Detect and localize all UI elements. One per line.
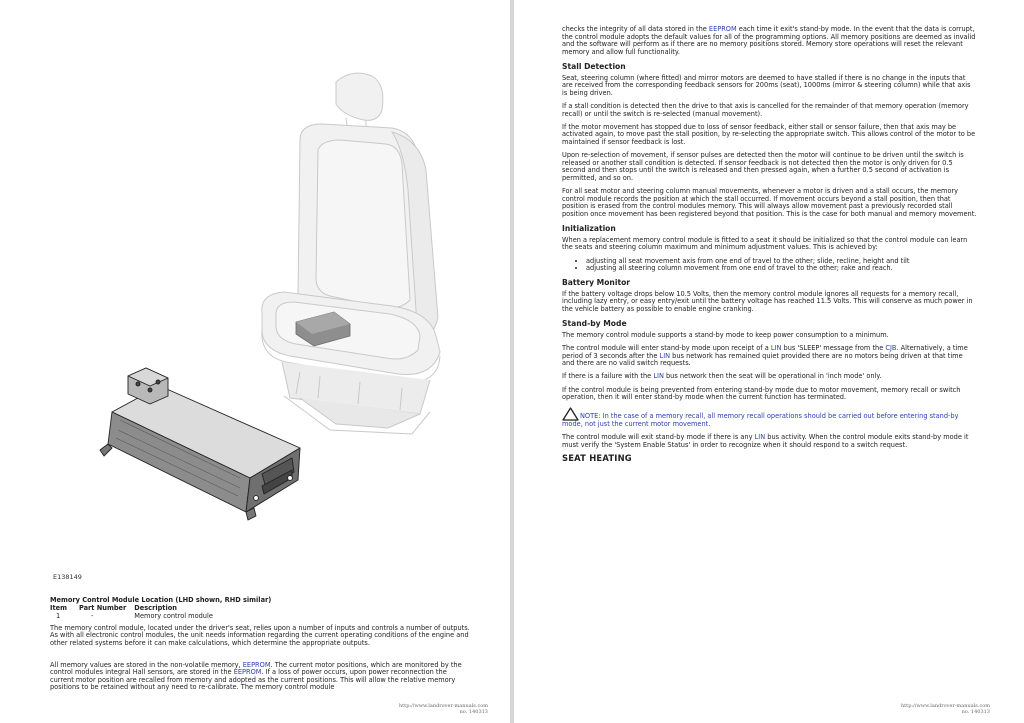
eeprom-link[interactable]: EEPROM (708, 25, 737, 33)
warning-triangle-icon (562, 407, 579, 421)
footer-url[interactable]: http://www.landrover-manuals.com (900, 703, 990, 709)
stall-paragraph-2: If a stall condition is detected then the drive to that axis is cancelled for the remainder of that memory operation (memory recall) or until the switch is re-selected (manual movement). (562, 102, 969, 118)
right-page (514, 0, 1024, 723)
table-row (50, 612, 219, 620)
stall-paragraph-1: Seat, steering column (where fitted) and mirror motors are deemed to have stalled if there is no change in the inputs that are received from the corresponding feedback sensors for 200ms (seat), 1000ms (mirror & steering column) while that axis is being driven. (562, 73, 971, 98)
list-item: • adjusting all seat movement axis from one end of travel to the other; slide, recline, height and tilt (586, 258, 977, 266)
standby-mode-heading: Stand-by Mode (562, 319, 627, 329)
lin-link[interactable]: LIN (770, 344, 782, 353)
left-footer (300, 703, 488, 715)
eeprom-link[interactable]: EEPROM (242, 661, 271, 669)
footer-url[interactable]: http://www.landrover-manuals.com (398, 703, 488, 709)
standby-paragraph-5: The control module will exit stand-by mode if there is any LIN bus activity. When the control module exits stand-by mode it must verify the 'System Enable Status' in order to recognize when it should respond to a switch request. (562, 433, 969, 449)
standby-paragraph-4: If the control module is being prevented from entering stand-by mode due to motor movement, memory recall or switch operation, then it will enter stand-by mode when the current function has terminated. (562, 385, 961, 402)
cell-item: 1 (56, 612, 61, 621)
init-paragraph-1: When a replacement memory control module is fitted to a seat it should be initialized so that the control module can learn the seats and steering column maximum and minimum adjustment values. This is achieved by: (562, 235, 968, 252)
intro-paragraph: checks the integrity of all data stored in the EEPROM each time it exit's stand-by mode. In the event that the data is corrupt, the control module adopts the default values for all of the programming options. All memory positions are deemed as invalid and the software will perform as if there are no memory positions stored. Memory store operations will reset the relevant memory and allow full functionality. (562, 25, 976, 56)
left-paragraph-2: All memory values are stored in the non-volatile memory, EEPROM. The current motor positions, which are monitored by the control modules integral Hall sensors, are stored in the EEPROM. If a loss of power occurs, upon power reconnection the current motor position are recalled from memory and adopted as the current positions. This will allow the relative memory positions to be retained without any need to re-calibrate. The memory control module (50, 661, 462, 692)
battery-paragraph-1: If the battery voltage drops below 10.5 Volts, then the memory control module ignores all requests for a memory recall, including lazy entry, or easy entry/exit until the battery voltage has reached 11.5 Volts. This will conserve as much power in the vehicle battery as possible to enable engine cranking. (562, 289, 973, 313)
battery-monitor-heading: Battery Monitor (562, 277, 631, 287)
note-text: NOTE: In the case of a memory recall, all memory recall operations should be carried out before entering stand-by mode, not just the current motor movement. (562, 412, 959, 429)
seat-heating-heading: SEAT HEATING (562, 452, 632, 463)
cell-description: Memory control module (134, 612, 213, 621)
figure-caption (50, 596, 490, 621)
memory-module-illustration (0, 0, 510, 560)
left-page (0, 0, 510, 723)
cjb-link[interactable]: CJB (885, 344, 897, 353)
stall-paragraph-3: If the motor movement has stopped due to loss of sensor feedback, either stall or sensor failure, then that axis may be activated again, to move past the stall position, by re-selecting the appropriate switch. This allows control of the motor to be maintained if sensor feedback is lost. (562, 122, 976, 147)
standby-paragraph-3: If there is a failure with the LIN bus network then the seat will be operational in 'inch mode' only. (562, 372, 882, 381)
lin-link[interactable]: LIN (754, 433, 766, 442)
stall-paragraph-5: For all seat motor and steering column manual movements, whenever a motor is driven and a stall occurs, the memory control module records the position at which the stall occurred. If movement occurs beyond a stall position, then that position is erased from the control modules memory. This will always allow movement past a previously recorded stall position once movement has been registered beyond that position. This is the case for both manual and memory movement. (562, 187, 977, 218)
table-header-row (50, 604, 219, 612)
right-text-column (562, 26, 977, 463)
init-list (562, 258, 977, 273)
initialization-heading: Initialization (562, 223, 616, 233)
stall-paragraph-4: Upon re-selection of movement, if sensor pulses are detected then the motor will continue to be driven until the switch is released or another stall condition is detected. If sensor feedback is not detected then the motor is only driven for 0.5 second and then stops until the switch is released and then pressed again, when a further 0.5 second of activation is permitted, and so on. (562, 151, 964, 182)
note-block (562, 407, 977, 429)
parts-table (50, 604, 219, 620)
list-item: • adjusting all steering column movement from one end of travel to the other; rake and reach. (586, 265, 977, 273)
lin-link[interactable]: LIN (659, 351, 671, 360)
col-header-description: Description (134, 604, 177, 613)
stall-detection-heading: Stall Detection (562, 61, 626, 71)
figure-id: E138149 (53, 573, 82, 581)
lin-link[interactable]: LIN (653, 372, 664, 381)
col-header-item: Item (50, 604, 67, 613)
footer-page-number: no. 140313 (459, 709, 488, 715)
right-footer (804, 703, 990, 715)
standby-paragraph-1: The memory control module supports a stand-by mode to keep power consumption to a minimum. (562, 331, 889, 340)
col-header-part-number: Part Number (78, 604, 127, 613)
cell-part-number: - (90, 612, 94, 621)
standby-paragraph-2: The control module will enter stand-by mode upon receipt of a LIN bus 'SLEEP' message from the CJB. Alternatively, a time period of 3 seconds after the LIN bus network has remained quiet provided there are no motors being driven at that time and there are no valid switch requests. (562, 344, 968, 368)
eeprom-link[interactable]: EEPROM (233, 668, 262, 677)
footer-page-number: no. 140313 (961, 709, 990, 715)
left-paragraph-1: The memory control module, located under the driver's seat, relies upon a number of inputs and controls a number of outputs. As with all electronic control modules, the unit needs information regarding the current operating conditions of the engine and other related systems before it can make calculations, which determine the appropriate outputs. (50, 624, 470, 647)
caption-title: Memory Control Module Location (LHD shown, RHD similar) (50, 596, 272, 604)
